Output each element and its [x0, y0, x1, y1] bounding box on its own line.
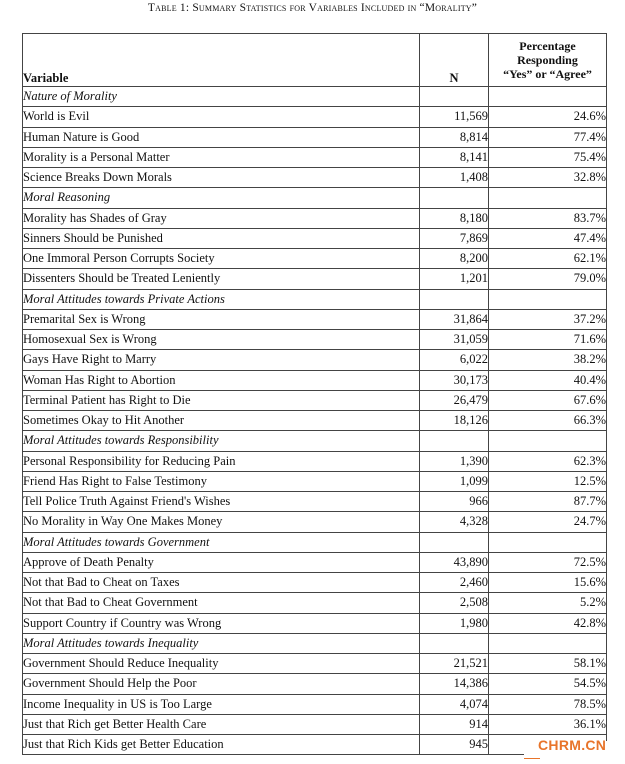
variable-label: Homosexual Sex is Wrong — [23, 330, 420, 350]
variable-label: Support Country if Country was Wrong — [23, 613, 420, 633]
n-value: 18,126 — [420, 411, 489, 431]
variable-label: Premarital Sex is Wrong — [23, 309, 420, 329]
n-value: 2,508 — [420, 593, 489, 613]
table-row — [23, 613, 607, 633]
table-body — [23, 87, 607, 755]
variable-label: Tell Police Truth Against Friend's Wishes — [23, 492, 420, 512]
table-row — [23, 370, 607, 390]
variable-label: Woman Has Right to Abortion — [23, 370, 420, 390]
variable-label: Just that Rich get Better Health Care — [23, 714, 420, 734]
n-value: 6,022 — [420, 350, 489, 370]
section-n-cell — [420, 289, 489, 309]
variable-label: Science Breaks Down Morals — [23, 168, 420, 188]
header-percentage-line2: Responding — [517, 53, 578, 67]
percentage-value: 67.6% — [489, 390, 607, 410]
watermark-underline — [524, 758, 540, 759]
table-row — [23, 552, 607, 572]
percentage-value: 24.6% — [489, 107, 607, 127]
table-row — [23, 714, 607, 734]
variable-label: Not that Bad to Cheat on Taxes — [23, 573, 420, 593]
n-value: 21,521 — [420, 654, 489, 674]
variable-label: World is Evil — [23, 107, 420, 127]
header-percentage-line1: Percentage — [519, 39, 576, 53]
section-title: Moral Attitudes towards Inequality — [23, 633, 420, 653]
table-row — [23, 309, 607, 329]
section-title: Moral Attitudes towards Government — [23, 532, 420, 552]
section-pct-cell — [489, 532, 607, 552]
n-value: 1,390 — [420, 451, 489, 471]
table-row — [23, 512, 607, 532]
percentage-value: 66.3% — [489, 411, 607, 431]
section-row — [23, 87, 607, 107]
variable-label: Morality has Shades of Gray — [23, 208, 420, 228]
table-row — [23, 674, 607, 694]
header-variable: Variable — [23, 34, 420, 87]
table-row — [23, 249, 607, 269]
n-value: 8,814 — [420, 127, 489, 147]
n-value: 31,059 — [420, 330, 489, 350]
variable-label: Approve of Death Penalty — [23, 552, 420, 572]
n-value: 2,460 — [420, 573, 489, 593]
variable-label: Sinners Should be Punished — [23, 228, 420, 248]
n-value: 31,864 — [420, 309, 489, 329]
table-row — [23, 208, 607, 228]
variable-label: Personal Responsibility for Reducing Pain — [23, 451, 420, 471]
section-title: Moral Attitudes towards Private Actions — [23, 289, 420, 309]
percentage-value: 62.1% — [489, 249, 607, 269]
variable-label: Morality is a Personal Matter — [23, 147, 420, 167]
n-value: 8,180 — [420, 208, 489, 228]
n-value: 945 — [420, 735, 489, 755]
header-n: N — [420, 34, 489, 87]
header-percentage — [489, 34, 607, 87]
variable-label: Just that Rich Kids get Better Education — [23, 735, 420, 755]
section-n-cell — [420, 188, 489, 208]
percentage-value: 71.6% — [489, 330, 607, 350]
n-value: 1,201 — [420, 269, 489, 289]
percentage-value: 37.2% — [489, 309, 607, 329]
table-row — [23, 147, 607, 167]
table-row — [23, 107, 607, 127]
variable-label: Government Should Reduce Inequality — [23, 654, 420, 674]
table-title: Table 1: Summary Statistics for Variables Included in “Morality” — [147, 2, 478, 14]
percentage-value: 58.1% — [489, 654, 607, 674]
variable-label: Gays Have Right to Marry — [23, 350, 420, 370]
table-row — [23, 471, 607, 491]
table-row — [23, 127, 607, 147]
section-row — [23, 532, 607, 552]
section-title: Moral Reasoning — [23, 188, 420, 208]
table-row — [23, 573, 607, 593]
n-value: 8,141 — [420, 147, 489, 167]
table-header-row — [23, 34, 607, 87]
section-row — [23, 431, 607, 451]
percentage-value: 78.5% — [489, 694, 607, 714]
section-n-cell — [420, 87, 489, 107]
table-row — [23, 654, 607, 674]
table-row — [23, 269, 607, 289]
table-row — [23, 451, 607, 471]
table-row — [23, 390, 607, 410]
n-value: 4,074 — [420, 694, 489, 714]
section-pct-cell — [489, 289, 607, 309]
section-pct-cell — [489, 188, 607, 208]
percentage-value: 24.7% — [489, 512, 607, 532]
n-value: 914 — [420, 714, 489, 734]
n-value: 14,386 — [420, 674, 489, 694]
watermark-logo: CHRM.CN — [538, 737, 607, 753]
section-n-cell — [420, 431, 489, 451]
table-row — [23, 411, 607, 431]
section-row — [23, 188, 607, 208]
n-value: 11,569 — [420, 107, 489, 127]
variable-label: No Morality in Way One Makes Money — [23, 512, 420, 532]
n-value: 4,328 — [420, 512, 489, 532]
percentage-value: 40.4% — [489, 370, 607, 390]
percentage-value: 87.7% — [489, 492, 607, 512]
n-value: 1,980 — [420, 613, 489, 633]
variable-label: Terminal Patient has Right to Die — [23, 390, 420, 410]
percentage-value: 32.8% — [489, 168, 607, 188]
percentage-value: 75.4% — [489, 147, 607, 167]
n-value: 30,173 — [420, 370, 489, 390]
n-value: 966 — [420, 492, 489, 512]
n-value: 1,099 — [420, 471, 489, 491]
percentage-value: 79.0% — [489, 269, 607, 289]
variable-label: Sometimes Okay to Hit Another — [23, 411, 420, 431]
percentage-value: 54.5% — [489, 674, 607, 694]
percentage-value: 47.4% — [489, 228, 607, 248]
percentage-value: 62.3% — [489, 451, 607, 471]
percentage-value: 83.7% — [489, 208, 607, 228]
percentage-value: 12.5% — [489, 471, 607, 491]
summary-statistics-table — [22, 33, 607, 755]
table-row — [23, 350, 607, 370]
section-title: Nature of Morality — [23, 87, 420, 107]
variable-label: Dissenters Should be Treated Leniently — [23, 269, 420, 289]
table-row — [23, 330, 607, 350]
n-value: 43,890 — [420, 552, 489, 572]
variable-label: Government Should Help the Poor — [23, 674, 420, 694]
header-percentage-line3: “Yes” or “Agree” — [503, 67, 592, 81]
section-pct-cell — [489, 87, 607, 107]
percentage-value: 42.8% — [489, 613, 607, 633]
percentage-value: 5.2% — [489, 593, 607, 613]
section-n-cell — [420, 532, 489, 552]
table-row — [23, 228, 607, 248]
variable-label: Human Nature is Good — [23, 127, 420, 147]
n-value: 26,479 — [420, 390, 489, 410]
table-row — [23, 735, 607, 755]
section-row — [23, 633, 607, 653]
variable-label: Friend Has Right to False Testimony — [23, 471, 420, 491]
table-row — [23, 492, 607, 512]
percentage-value: 36.1% — [489, 714, 607, 734]
n-value: 1,408 — [420, 168, 489, 188]
percentage-value: 15.6% — [489, 573, 607, 593]
variable-label: Income Inequality in US is Too Large — [23, 694, 420, 714]
percentage-value: 38.2% — [489, 350, 607, 370]
section-n-cell — [420, 633, 489, 653]
section-pct-cell — [489, 431, 607, 451]
section-row — [23, 289, 607, 309]
variable-label: Not that Bad to Cheat Government — [23, 593, 420, 613]
table-row — [23, 694, 607, 714]
n-value: 8,200 — [420, 249, 489, 269]
table-row — [23, 168, 607, 188]
section-pct-cell — [489, 633, 607, 653]
n-value: 7,869 — [420, 228, 489, 248]
percentage-value: 72.5% — [489, 552, 607, 572]
table-row — [23, 593, 607, 613]
variable-label: One Immoral Person Corrupts Society — [23, 249, 420, 269]
section-title: Moral Attitudes towards Responsibility — [23, 431, 420, 451]
percentage-value: 77.4% — [489, 127, 607, 147]
